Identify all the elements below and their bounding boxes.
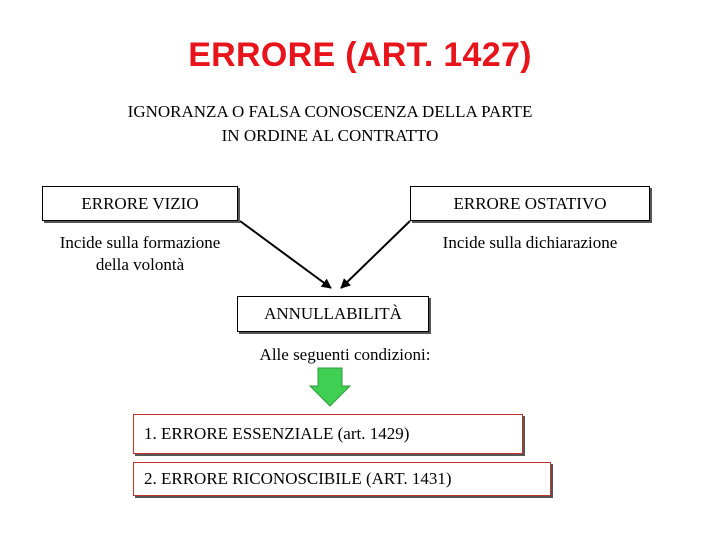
errore-vizio-note	[30, 232, 250, 276]
errore-vizio-note-line-2: della volontà	[95, 255, 185, 274]
arrow-from-ostativo	[341, 221, 410, 288]
conditions-intro: Alle seguenti condizioni:	[259, 345, 431, 364]
condition-item: 2. ERRORE RICONOSCIBILE (ART. 1431)	[133, 462, 551, 496]
errore-vizio-box: ERRORE VIZIO	[42, 186, 238, 221]
errore-ostativo-box: ERRORE OSTATIVO	[410, 186, 650, 221]
condition-item: 1. ERRORE ESSENZIALE (art. 1429)	[133, 414, 523, 454]
annullabilita-box: ANNULLABILITÀ	[237, 296, 429, 332]
arrow-from-vizio	[240, 221, 331, 288]
page-title: ERRORE (ART. 1427)	[188, 36, 532, 74]
definition-line-1: IGNORANZA O FALSA CONOSCENZA DELLA PARTE	[127, 102, 533, 121]
down-arrow-icon	[310, 368, 350, 406]
errore-ostativo-note: Incide sulla dichiarazione	[442, 233, 618, 252]
definition-line-2: IN ORDINE AL CONTRATTO	[221, 126, 439, 145]
errore-vizio-note-line-1: Incide sulla formazione	[59, 233, 221, 252]
